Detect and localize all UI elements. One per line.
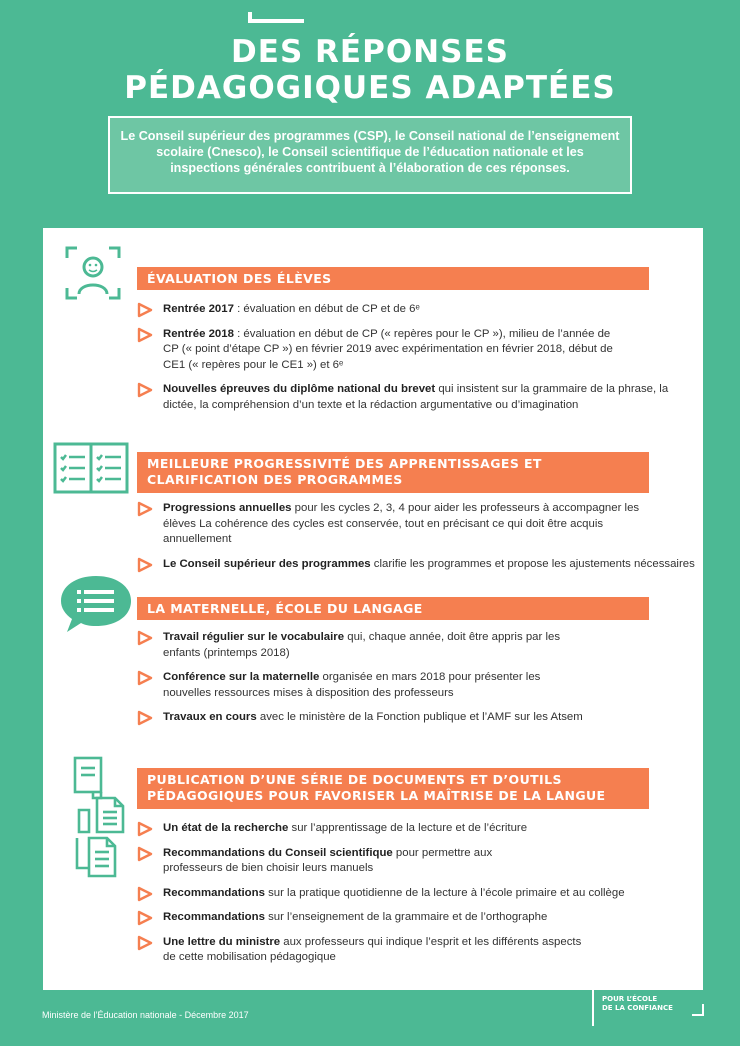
item-list: [137, 302, 697, 413]
item-bold: Rentrée 2018: [163, 327, 234, 340]
logo-line-1: POUR L’ÉCOLE: [602, 995, 658, 1003]
list-item: [137, 557, 697, 573]
item-text: pour permettre aux professeurs de bien choisir leurs manuels: [163, 846, 493, 874]
item-list: [137, 821, 697, 966]
list-item: [137, 327, 617, 374]
arrow-icon: [137, 557, 153, 573]
list-item: [137, 886, 697, 902]
item-text: sur la pratique quotidienne de la lecture à l’école primaire et au collège: [264, 886, 625, 899]
arrow-icon: [137, 935, 153, 951]
section-header: PUBLICATION D’UNE SÉRIE DE DOCUMENTS ET D’OUTILS PÉDAGOGIQUES POUR FAVORISER LA MAÎTRISE DE LA LANGUE: [137, 768, 649, 809]
item-text: clarifie les programmes et propose les ajustements nécessaires: [370, 557, 695, 570]
arrow-icon: [137, 710, 153, 726]
arrow-icon: [137, 846, 153, 862]
item-text: pour les cycles 2, 3, 4 pour aider les professeurs à accompagner les élèves La cohérence des cycles est conservée, tout en précisant ce qui doit être acquis annuellement: [163, 502, 640, 545]
intro-box: Le Conseil supérieur des programmes (CSP), le Conseil national de l’enseignement scolaire (Cnesco), le Conseil scientifique de l’éducation nationale et les inspections générales contribuent à l’élaboration de ces réponses.: [108, 116, 632, 194]
list-item: [137, 935, 587, 966]
item-text: : évaluation en début de CP et de 6ᵉ: [233, 303, 420, 315]
list-item: [137, 302, 697, 318]
item-bold: Progressions annuelles: [163, 502, 292, 514]
item-bold: Un état de la recherche: [163, 822, 289, 834]
top-corner-mark: [248, 12, 304, 23]
item-text: : évaluation en début de CP (« repères pour le CP »), milieu de l’année de CP (« point d’étape CP ») en février 2019 avec expérimentation en février 2018, début de CE1 (« repères pour le CE1 ») et 6ᵉ: [163, 327, 613, 371]
list-item: [137, 821, 697, 837]
item-bold: Recommandations: [163, 911, 265, 923]
item-text: avec le ministère de la Fonction publique et l’AMF sur les Atsem: [256, 711, 583, 723]
arrow-icon: [137, 821, 153, 837]
arrow-icon: [137, 886, 153, 902]
section-header: ÉVALUATION DES ÉLÈVES: [137, 267, 649, 290]
arrow-icon: [137, 382, 153, 398]
item-bold: Travail régulier sur le vocabulaire: [163, 631, 345, 643]
item-bold: Recommandations: [163, 886, 265, 899]
list-item: [137, 630, 577, 661]
footer-credit: Ministère de l’Éducation nationale - Décembre 2017: [42, 1010, 249, 1020]
speech-bubble-icon: [59, 574, 133, 634]
item-text: qui insistent sur la grammaire de la phrase, la dictée, la compréhension d’un texte et la rédaction argumentative ou d’imagination: [163, 383, 669, 411]
list-item: [137, 910, 697, 926]
arrow-icon: [137, 630, 153, 646]
arrow-icon: [137, 302, 153, 318]
checklist-book-icon: [53, 442, 129, 494]
list-item: [137, 846, 552, 877]
arrow-icon: [137, 670, 153, 686]
title-line-1: DES RÉPONSES: [231, 34, 509, 70]
documents-icon: [71, 754, 127, 880]
item-text: organisée en mars 2018 pour présenter les nouvelles ressources mises à disposition des professeurs: [163, 671, 541, 699]
list-item: [137, 710, 697, 726]
item-bold: Nouvelles épreuves du diplôme national du brevet: [163, 383, 436, 395]
ecole-confiance-logo: [592, 986, 702, 1026]
arrow-icon: [137, 910, 153, 926]
section-header: LA MATERNELLE, ÉCOLE DU LANGAGE: [137, 597, 649, 620]
logo-line-2: DE LA CONFIANCE: [602, 1004, 673, 1012]
item-bold: Une lettre du ministre: [163, 935, 281, 948]
item-list: [137, 630, 697, 726]
item-text: aux professeurs qui indique l’esprit et les différents aspects de cette mobilisation pédagogique: [163, 935, 582, 963]
item-bold: Le Conseil supérieur des programmes: [163, 557, 371, 570]
student-portrait-icon: [65, 246, 121, 300]
item-bold: Conférence sur la maternelle: [163, 671, 320, 683]
arrow-icon: [137, 327, 153, 343]
list-item: [137, 670, 582, 701]
content-panel: [43, 228, 703, 990]
item-bold: Travaux en cours: [163, 711, 257, 723]
item-list: [137, 501, 697, 572]
title-line-2: PÉDAGOGIQUES ADAPTÉES: [124, 70, 616, 106]
item-text: sur l’enseignement de la grammaire et de l’orthographe: [264, 911, 548, 923]
list-item: [137, 501, 672, 548]
section-header: MEILLEURE PROGRESSIVITÉ DES APPRENTISSAGES ET CLARIFICATION DES PROGRAMMES: [137, 452, 649, 493]
arrow-icon: [137, 501, 153, 517]
page-title: [0, 34, 740, 106]
item-text: qui, chaque année, doit être appris par les enfants (printemps 2018): [163, 631, 561, 659]
item-bold: Recommandations du Conseil scientifique: [163, 846, 393, 859]
item-text: sur l’apprentissage de la lecture et de l’écriture: [288, 822, 528, 834]
list-item: [137, 382, 697, 413]
item-bold: Rentrée 2017: [163, 303, 234, 315]
